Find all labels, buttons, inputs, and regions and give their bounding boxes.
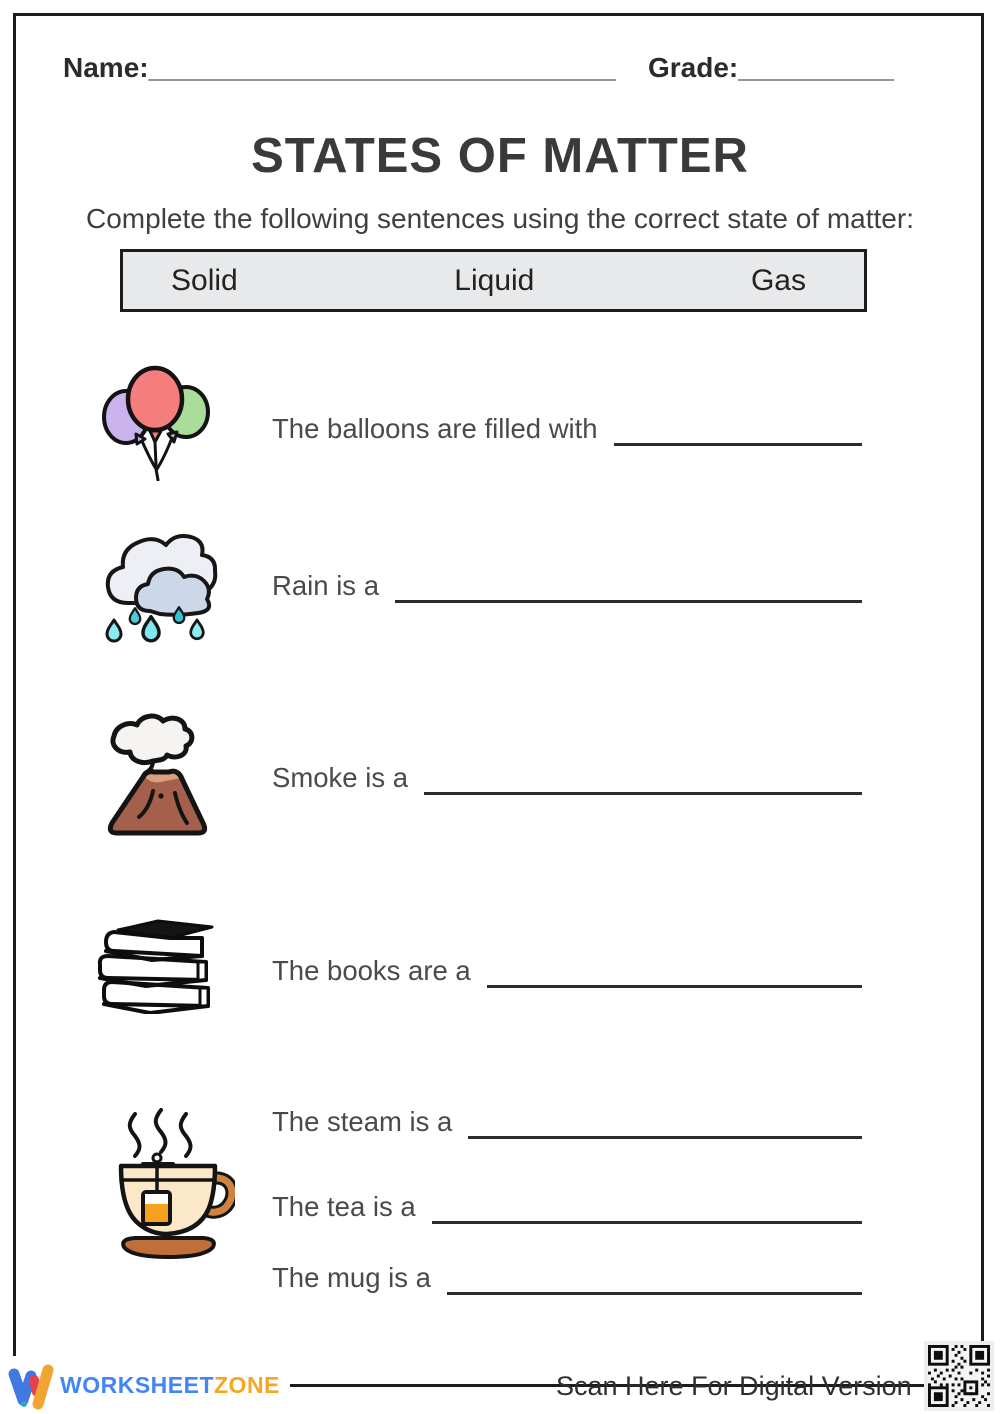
word-bank-option-solid: Solid — [171, 263, 238, 297]
question-5b-answer-blank[interactable] — [432, 1221, 862, 1224]
instruction-text: Complete the following sentences using the correct state of matter: — [86, 203, 914, 234]
grade-input[interactable]: __________ — [738, 52, 894, 83]
header-fields — [63, 52, 937, 84]
word-bank-option-liquid: Liquid — [454, 263, 535, 297]
question-3-text: Smoke is a — [272, 762, 409, 793]
page-title: STATES OF MATTER — [251, 129, 749, 183]
worksheetzone-logo[interactable] — [4, 1356, 290, 1414]
rain-cloud-icon — [98, 523, 232, 660]
question-4-answer-blank[interactable] — [487, 985, 862, 988]
word-bank — [120, 249, 867, 312]
question-2 — [272, 570, 862, 602]
worksheetzone-logo-icon — [8, 1360, 54, 1410]
question-5b — [272, 1191, 862, 1223]
question-3 — [272, 762, 862, 794]
question-5a — [272, 1106, 862, 1138]
question-4 — [272, 955, 862, 987]
teacup-icon — [107, 1106, 235, 1267]
question-4-text: The books are a — [272, 955, 471, 986]
question-5c-answer-blank[interactable] — [447, 1292, 862, 1295]
question-5a-text: The steam is a — [272, 1106, 453, 1137]
question-3-answer-blank[interactable] — [424, 792, 862, 795]
question-1-answer-blank[interactable] — [614, 443, 862, 446]
question-5a-answer-blank[interactable] — [468, 1136, 862, 1139]
volcano-icon — [93, 713, 225, 845]
question-5c — [272, 1262, 862, 1294]
name-input[interactable]: ______________________________ — [148, 52, 616, 83]
worksheetzone-wordmark: WORKSHEETZONE — [60, 1371, 280, 1398]
qr-code-image — [928, 1345, 990, 1407]
question-2-text: Rain is a — [272, 570, 379, 601]
qr-code[interactable] — [924, 1341, 994, 1411]
name-label: Name: — [63, 52, 149, 83]
grade-label: Grade: — [648, 52, 739, 83]
word-bank-option-gas: Gas — [750, 263, 806, 297]
question-1 — [272, 413, 862, 445]
question-1-text: The balloons are filled with — [272, 413, 598, 444]
scan-here-text: Scan Here For Digital Version — [556, 1371, 912, 1401]
question-2-answer-blank[interactable] — [395, 600, 862, 603]
question-5c-text: The mug is a — [272, 1262, 431, 1293]
balloons-icon — [100, 363, 212, 486]
question-5b-text: The tea is a — [272, 1191, 416, 1222]
books-icon — [90, 918, 222, 1019]
